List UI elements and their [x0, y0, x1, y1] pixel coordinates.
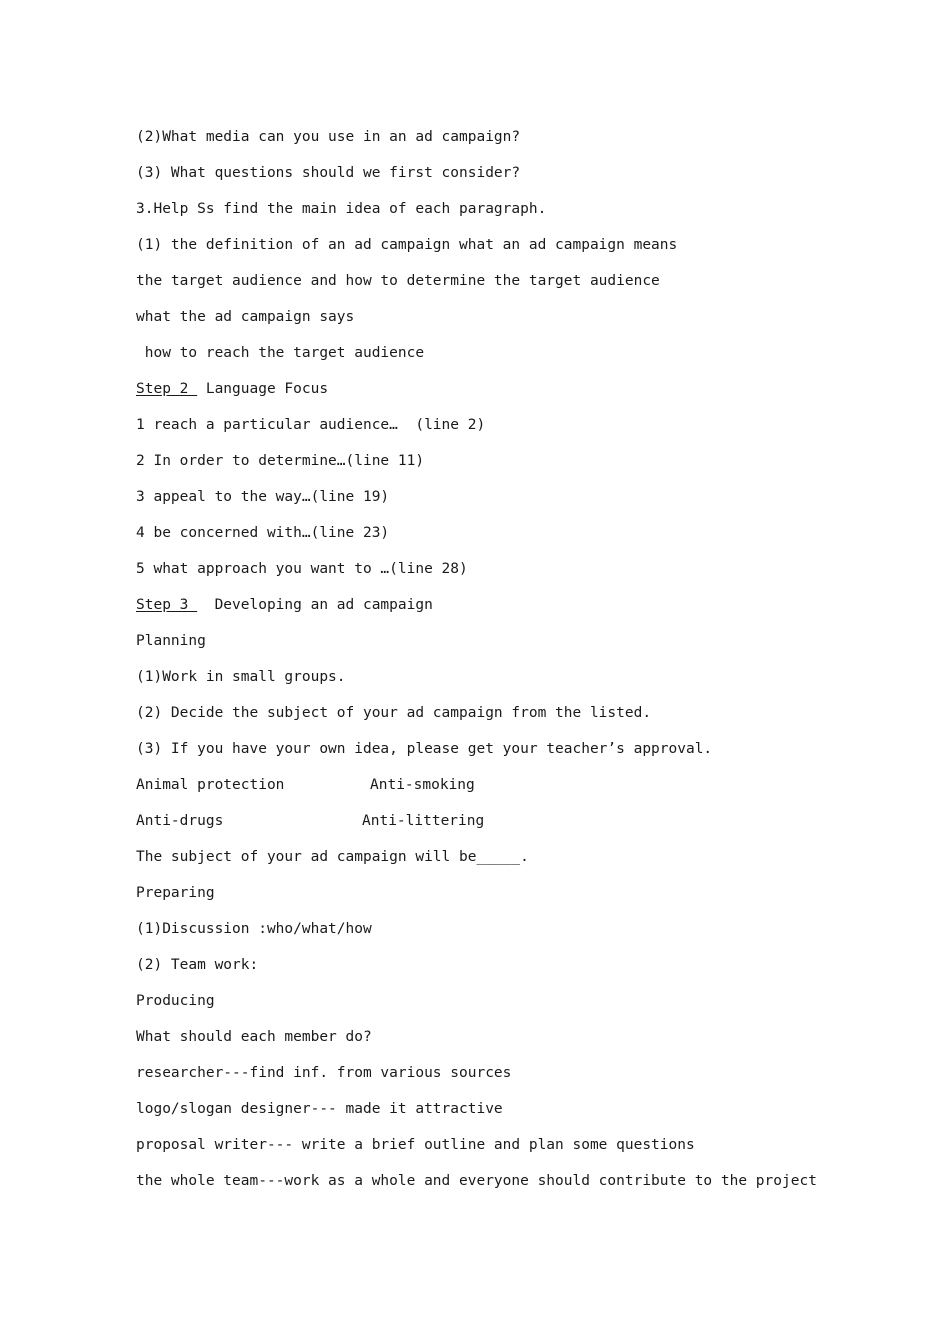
text-line: how to reach the target audience — [136, 345, 425, 361]
planning-heading: Planning — [136, 633, 206, 649]
step-2-heading — [136, 378, 816, 414]
language-item: 1 reach a particular audience… (line 2) — [136, 417, 486, 433]
document-body — [136, 126, 816, 1206]
preparing-item: (2) Team work: — [136, 957, 259, 973]
step-3-title: Developing an ad campaign — [197, 597, 433, 613]
planning-item: (3) If you have your own idea, please get your teacher’s approval. — [136, 741, 713, 757]
step-2-title: Language Focus — [197, 381, 329, 397]
planning-item: (2) Decide the subject of your ad campaign from the listed. — [136, 705, 652, 721]
language-item: 2 In order to determine…(line 11) — [136, 453, 425, 469]
role-item: logo/slogan designer--- made it attractive — [136, 1101, 503, 1117]
language-item: 4 be concerned with…(line 23) — [136, 525, 390, 541]
text-line: 3.Help Ss find the main idea of each paragraph. — [136, 201, 547, 217]
role-item: researcher---find inf. from various sources — [136, 1065, 512, 1081]
subject-option: Anti-drugs — [136, 813, 224, 829]
text-line: what the ad campaign says — [136, 309, 355, 325]
subject-line: The subject of your ad campaign will be_____. — [136, 849, 529, 865]
step-3-heading — [136, 594, 816, 630]
step-3-label: Step 3 — [136, 597, 198, 613]
text-line: the target audience and how to determine the target audience — [136, 273, 660, 289]
language-item: 5 what approach you want to …(line 28) — [136, 561, 468, 577]
preparing-item: (1)Discussion :who/what/how — [136, 921, 372, 937]
step-2-label: Step 2 — [136, 381, 198, 397]
text-line: (1) the definition of an ad campaign what an ad campaign means — [136, 237, 678, 253]
language-item: 3 appeal to the way…(line 19) — [136, 489, 390, 505]
planning-item: (1)Work in small groups. — [136, 669, 346, 685]
producing-heading: Producing — [136, 993, 215, 1009]
subject-option: Anti-smoking — [370, 777, 475, 793]
subject-row — [136, 774, 816, 810]
text-line: (3) What questions should we first consider? — [136, 165, 521, 181]
preparing-heading: Preparing — [136, 885, 215, 901]
subject-option: Animal protection — [136, 777, 285, 793]
subject-row — [136, 810, 816, 846]
producing-question: What should each member do? — [136, 1029, 372, 1045]
role-item: proposal writer--- write a brief outline and plan some questions — [136, 1137, 695, 1153]
subject-option: Anti-littering — [362, 813, 485, 829]
role-item: the whole team---work as a whole and everyone should contribute to the project — [136, 1173, 817, 1189]
text-line: (2)What media can you use in an ad campaign? — [136, 129, 521, 145]
